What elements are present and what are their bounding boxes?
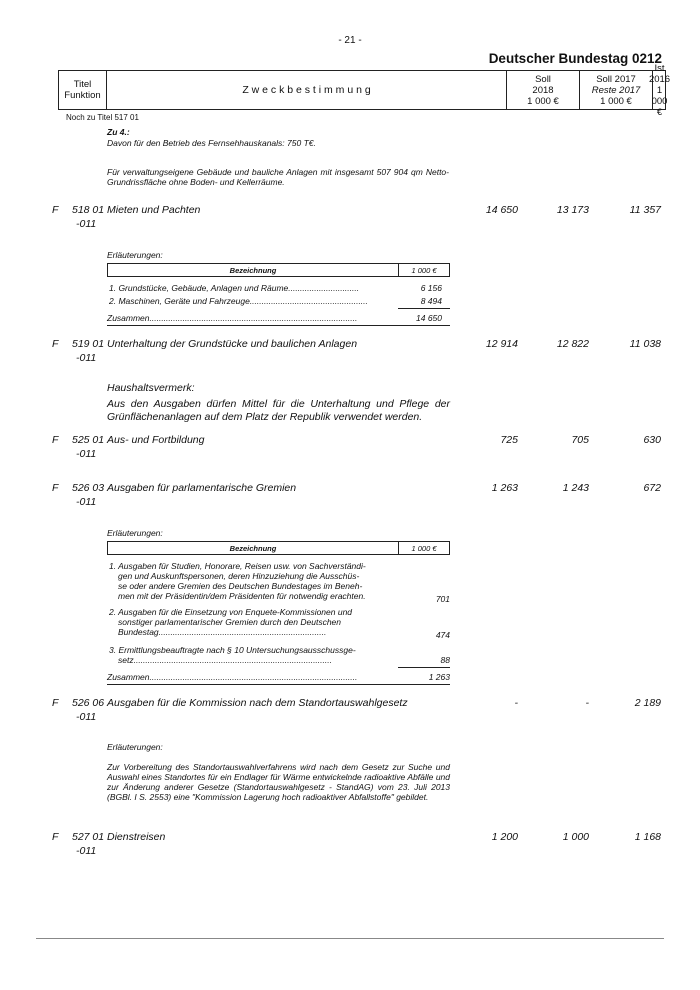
t526-row-2-value: 474: [435, 630, 450, 640]
title-52606-reste: -: [585, 697, 589, 709]
title-525-soll: 725: [500, 434, 518, 446]
title-52603-sub: -011: [76, 496, 97, 508]
t526-erl-table-header: [107, 541, 450, 555]
title-525-purpose: Aus- und Fortbildung: [107, 434, 205, 446]
title-52603-function: F: [52, 482, 59, 494]
title-52603-number: 526 03: [72, 482, 105, 494]
t526-row-1-value: 701: [435, 594, 450, 604]
document-header: Deutscher Bundestag 0212: [488, 51, 662, 66]
t526-row-2: 2. Ausgaben für die Einsetzung von Enquete-Kommissionen und sonstiger parlamentarischer Gremien durch den Deutschen Bundestag.......................................................................: [109, 607, 353, 637]
title-518-soll: 14 650: [485, 204, 518, 216]
title-518-function: F: [52, 204, 59, 216]
footer-rule: [36, 938, 664, 939]
t526-sum: Zusammen........................................................................................: [107, 672, 358, 682]
t519-hv-text: Aus den Ausgaben dürfen Mittel für die Unterhaltung und Pflege der Grünflächenanlagen auf dem Platz der Republik verwendet werden.: [107, 398, 450, 423]
t518-row-1: 1. Grundstücke, Gebäude, Anlagen und Räume..............................: [109, 283, 360, 293]
t519-hv-label: Haushaltsvermerk:: [107, 382, 195, 394]
continuation-note: Noch zu Titel 517 01: [66, 113, 139, 122]
title-518-ist: 11 357: [629, 204, 661, 216]
title-52603-ist: 672: [643, 482, 661, 494]
title-525-function: F: [52, 434, 59, 446]
title-527-number: 527 01: [72, 831, 105, 843]
column-soll-2018: Soll 2018 1 000 €: [507, 71, 580, 109]
t518-erl-table-header: [107, 263, 450, 277]
t518-row-1-value: 6 156: [420, 283, 442, 293]
title-519-purpose: Unterhaltung der Grundstücke und baulichen Anlagen: [107, 338, 358, 350]
title-518-sub: -011: [76, 218, 97, 230]
title-52606-purpose: Ausgaben für die Kommission nach dem Standortauswahlgesetz: [107, 697, 408, 709]
column-zweckbestimmung: Z w e c k b e s t i m m u n g: [107, 71, 507, 109]
title-52606-number: 526 06: [72, 697, 105, 709]
title-527-ist: 1 168: [634, 831, 661, 843]
title-518-reste: 13 173: [556, 204, 589, 216]
title-519-reste: 12 822: [556, 338, 589, 350]
title-525-number: 525 01: [72, 434, 105, 446]
title-52603-purpose: Ausgaben für parlamentarische Gremien: [107, 482, 297, 494]
t526-erl-label: Erläuterungen:: [107, 528, 163, 538]
title-527-sub: -011: [76, 845, 97, 857]
t526-col-value: 1 000 €: [411, 544, 437, 553]
t526-sum-value: 1 263: [428, 672, 450, 682]
title-527-function: F: [52, 831, 59, 843]
t518-erl-label: Erläuterungen:: [107, 250, 163, 260]
t526-row-3-value: 88: [440, 655, 450, 665]
title-519-ist: 11 038: [629, 338, 661, 350]
title-519-number: 519 01: [72, 338, 105, 350]
t518-col-bezeichnung: Bezeichnung: [229, 266, 277, 275]
title-518-number: 518 01: [72, 204, 105, 216]
column-titel: Titel Funktion: [59, 71, 107, 109]
t518-sum-value: 14 650: [416, 313, 442, 323]
title-527-soll: 1 200: [491, 831, 518, 843]
title-525-ist: 630: [643, 434, 661, 446]
t518-row-2-value: 8 494: [420, 296, 442, 306]
t52606-erl-text: Zur Vorbereitung des Standortauswahlverfahrens wird nach dem Gesetz zur Suche und Auswahl eines Standortes für ein Endlager für Wärme entwickelnde radioaktive Abfälle und zur Änderung anderer Gesetze (Standortauswahlgesetz - StandAG) vom 23. Juli 2013 (BGBl. I S. 2553) eine "Kommission Lagerung hoch radioaktiver Abfallstoffe" gebildet.: [107, 762, 450, 802]
title-527-purpose: Dienstreisen: [107, 831, 166, 843]
title-52603-soll: 1 263: [491, 482, 518, 494]
title-52606-soll: -: [514, 697, 518, 709]
title-519-function: F: [52, 338, 59, 350]
zu4-line: Davon für den Betrieb des Fernsehhauskanals: 750 T€.: [107, 138, 316, 148]
zu4-paragraph: Für verwaltungseigene Gebäude und bauliche Anlagen mit insgesamt 507 904 qm Netto-Grundrissfläche ohne Boden- und Kellerräume.: [107, 167, 449, 187]
t526-col-bezeichnung: Bezeichnung: [229, 544, 277, 553]
title-525-sub: -011: [76, 448, 97, 460]
page-number: - 21 -: [338, 35, 362, 46]
t518-row-2: 2. Maschinen, Geräte und Fahrzeuge..................................................: [109, 296, 368, 306]
t518-sum: Zusammen........................................................................................: [107, 313, 358, 323]
title-519-soll: 12 914: [485, 338, 518, 350]
title-525-reste: 705: [571, 434, 589, 446]
t526-row-3: 3. Ermittlungsbeauftragte nach § 10 Untersuchungsausschussge- setz....................................................................................: [109, 645, 356, 665]
title-519-sub: -011: [76, 352, 97, 364]
title-52606-function: F: [52, 697, 59, 709]
column-ist-2016: Ist 2016 1 000 €: [648, 62, 671, 118]
t526-row-1: 1. Ausgaben für Studien, Honorare, Reisen usw. von Sachverständi- gen und Auskunftspersonen, deren Hinzuziehung die Ausschüs- se oder andere Gremien des Deutschen Bundestages im Beneh- men mit der Präsidentin/dem Präsidenten für notwendig erachten.: [109, 561, 366, 601]
title-52606-ist: 2 189: [634, 697, 661, 709]
zu4-heading: Zu 4.:: [107, 127, 130, 137]
column-soll-2017: Soll 2017 Reste 2017 1 000 €: [580, 71, 653, 109]
t52606-erl-label: Erläuterungen:: [107, 742, 163, 752]
title-527-reste: 1 000: [562, 831, 589, 843]
title-52606-sub: -011: [76, 711, 97, 723]
title-52603-reste: 1 243: [562, 482, 589, 494]
title-518-purpose: Mieten und Pachten: [107, 204, 201, 216]
t518-col-value: 1 000 €: [411, 266, 437, 275]
